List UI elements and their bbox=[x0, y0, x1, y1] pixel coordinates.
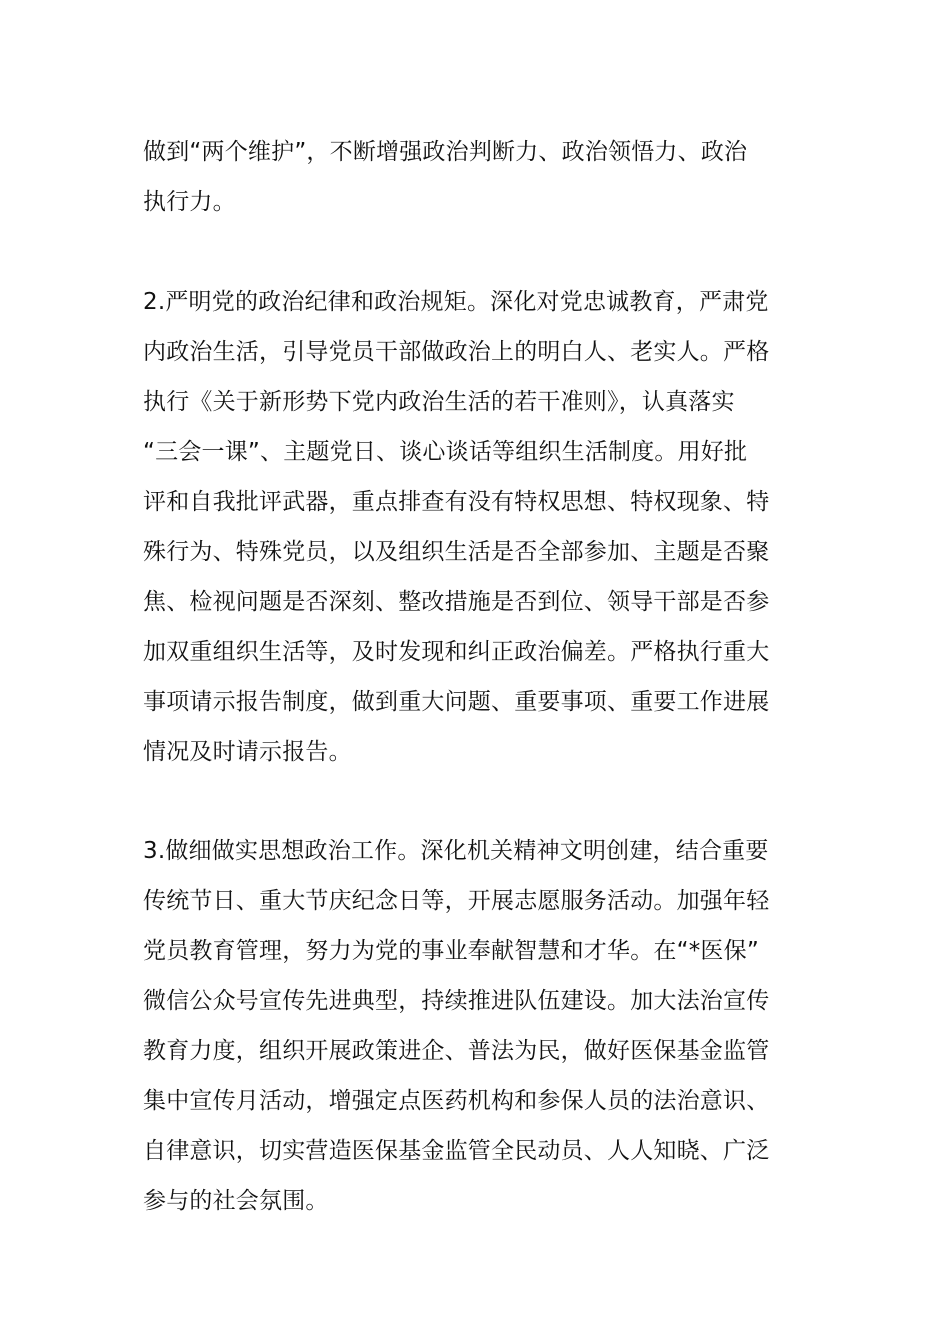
paragraph-line: 殊行为、特殊党员，以及组织生活是否全部参加、主题是否聚 bbox=[143, 539, 770, 565]
paragraph-2 bbox=[143, 277, 808, 777]
paragraph-line: 加双重组织生活等，及时发现和纠正政治偏差。严格执行重大 bbox=[143, 639, 770, 665]
paragraph-line: 3.做细做实思想政治工作。深化机关精神文明创建，结合重要 bbox=[143, 838, 769, 864]
paragraph-line: 2.严明党的政治纪律和政治规矩。深化对党忠诚教育，严肃党 bbox=[143, 289, 769, 315]
paragraph-line: 事项请示报告制度，做到重大问题、重要事项、重要工作进展 bbox=[143, 689, 770, 715]
paragraph-line: 传统节日、重大节庆纪念日等，开展志愿服务活动。加强年轻 bbox=[143, 888, 770, 914]
paragraph-line: 执行《关于新形势下党内政治生活的若干准则》，认真落实 bbox=[143, 389, 735, 415]
paragraph-3 bbox=[143, 826, 808, 1226]
paragraph-line: 做到“两个维护”，不断增强政治判断力、政治领悟力、政治 bbox=[143, 139, 748, 165]
paragraph-line: “三会一课”、主题党日、谈心谈话等组织生活制度。用好批 bbox=[143, 439, 748, 465]
paragraph-line: 执行力。 bbox=[143, 189, 236, 215]
paragraph-line: 党员教育管理，努力为党的事业奉献智慧和才华。在“*医保” bbox=[143, 938, 759, 964]
paragraph-line: 内政治生活，引导党员干部做政治上的明白人、老实人。严格 bbox=[143, 339, 770, 365]
paragraph-line: 参与的社会氛围。 bbox=[143, 1188, 329, 1214]
paragraph-1 bbox=[143, 127, 808, 227]
paragraph-line: 教育力度，组织开展政策进企、普法为民，做好医保基金监管 bbox=[143, 1038, 770, 1064]
paragraph-line: 微信公众号宣传先进典型，持续推进队伍建设。加大法治宣传 bbox=[143, 988, 770, 1014]
paragraph-line: 情况及时请示报告。 bbox=[143, 739, 352, 765]
paragraph-line: 焦、检视问题是否深刻、整改措施是否到位、领导干部是否参 bbox=[143, 589, 770, 615]
paragraph-line: 集中宣传月活动，增强定点医药机构和参保人员的法治意识、 bbox=[143, 1088, 770, 1114]
paragraph-line: 评和自我批评武器，重点排查有没有特权思想、特权现象、特 bbox=[143, 489, 770, 515]
paragraph-line: 自律意识，切实营造医保基金监管全民动员、人人知晓、广泛 bbox=[143, 1138, 770, 1164]
